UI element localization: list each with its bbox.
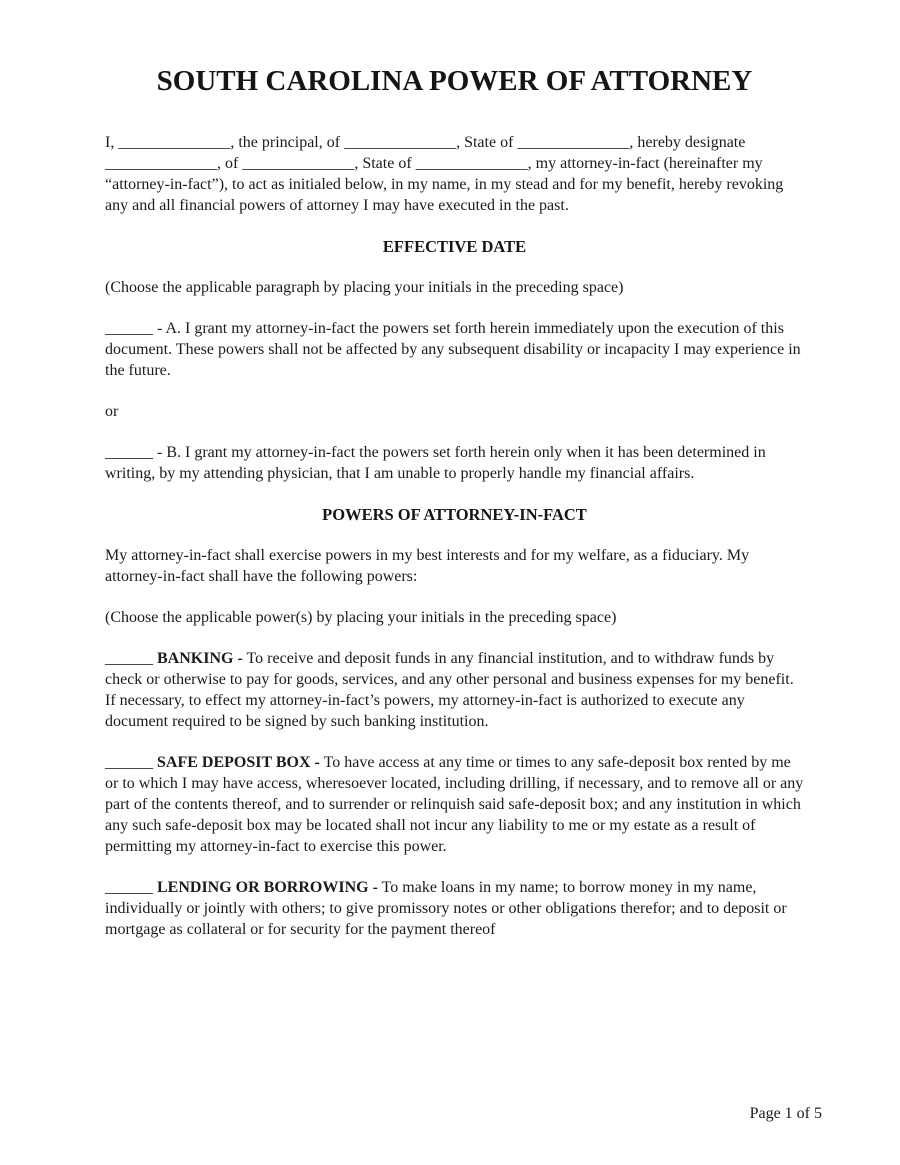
effective-date-instruction: (Choose the applicable paragraph by placing your initials in the preceding space) [105,279,624,296]
initials-blank: ______ [105,879,153,896]
power-label-banking: BANKING - [157,650,243,667]
power-label-safe-deposit-box: SAFE DEPOSIT BOX - [157,754,320,771]
power-item-safe-deposit-box [105,752,804,857]
option-b-paragraph: ______ - B. I grant my attorney-in-fact the powers set forth herein only when it has been determined in writing, by my attending physician, that I am unable to properly handle my financial affairs. [105,444,766,482]
initials-blank: ______ [105,754,153,771]
option-separator: or [105,403,119,420]
power-label-lending-or-borrowing: LENDING OR BORROWING - [157,879,378,896]
option-a-paragraph: ______ - A. I grant my attorney-in-fact the powers set forth herein immediately upon the execution of this document. These powers shall not be affected by any subsequent disability or incapacity I may experience in the future. [105,320,801,379]
power-text-safe-deposit-box: To have access at any time or times to any safe-deposit box rented by me or to which I may have access, wheresoever located, including drilling, if necessary, and to remove all or any part of the contents thereof, and to surrender or relinquish said safe-deposit box; and any institution in which any such safe-deposit box may be located shall not incur any liability to me or my estate as a result of permitting my attorney-in-fact to exercise this power. [105,754,804,855]
powers-instruction: (Choose the applicable power(s) by placing your initials in the preceding space) [105,609,617,626]
power-item-banking [105,648,804,732]
document-title: SOUTH CAROLINA POWER OF ATTORNEY [156,65,753,97]
page-number: Page 1 of 5 [749,1105,822,1122]
powers-heading: POWERS OF ATTORNEY-IN-FACT [322,505,587,524]
initials-blank: ______ [105,650,153,667]
power-text-banking: To receive and deposit funds in any financial institution, and to withdraw funds by check or otherwise to pay for goods, services, and any other personal and business expenses for my benefit. If necessary, to effect my attorney-in-fact’s powers, my attorney-in-fact is authorized to execute any document required to be signed by such banking institution. [105,650,794,730]
power-item-lending-or-borrowing [105,877,804,940]
powers-intro-paragraph: My attorney-in-fact shall exercise powers in my best interests and for my welfare, as a fiduciary. My attorney-in-fact shall have the following powers: [105,547,750,585]
power-text-lending-or-borrowing: To make loans in my name; to borrow money in my name, individually or jointly with others; to give promissory notes or other obligations therefor; and to deposit or mortgage as collateral or for security for the payment thereof [105,879,787,938]
effective-date-heading: EFFECTIVE DATE [382,237,527,256]
intro-paragraph: I, ______________, the principal, of ______________, State of ______________, hereby designate ______________, of ______________, State of ______________, my attorney-in-fact (hereinafter my “attorney-in-fact”), to act as initialed below, in my name, in my stead and for my benefit, hereby revoking any and all financial powers of attorney I may have executed in the past. [105,134,784,214]
